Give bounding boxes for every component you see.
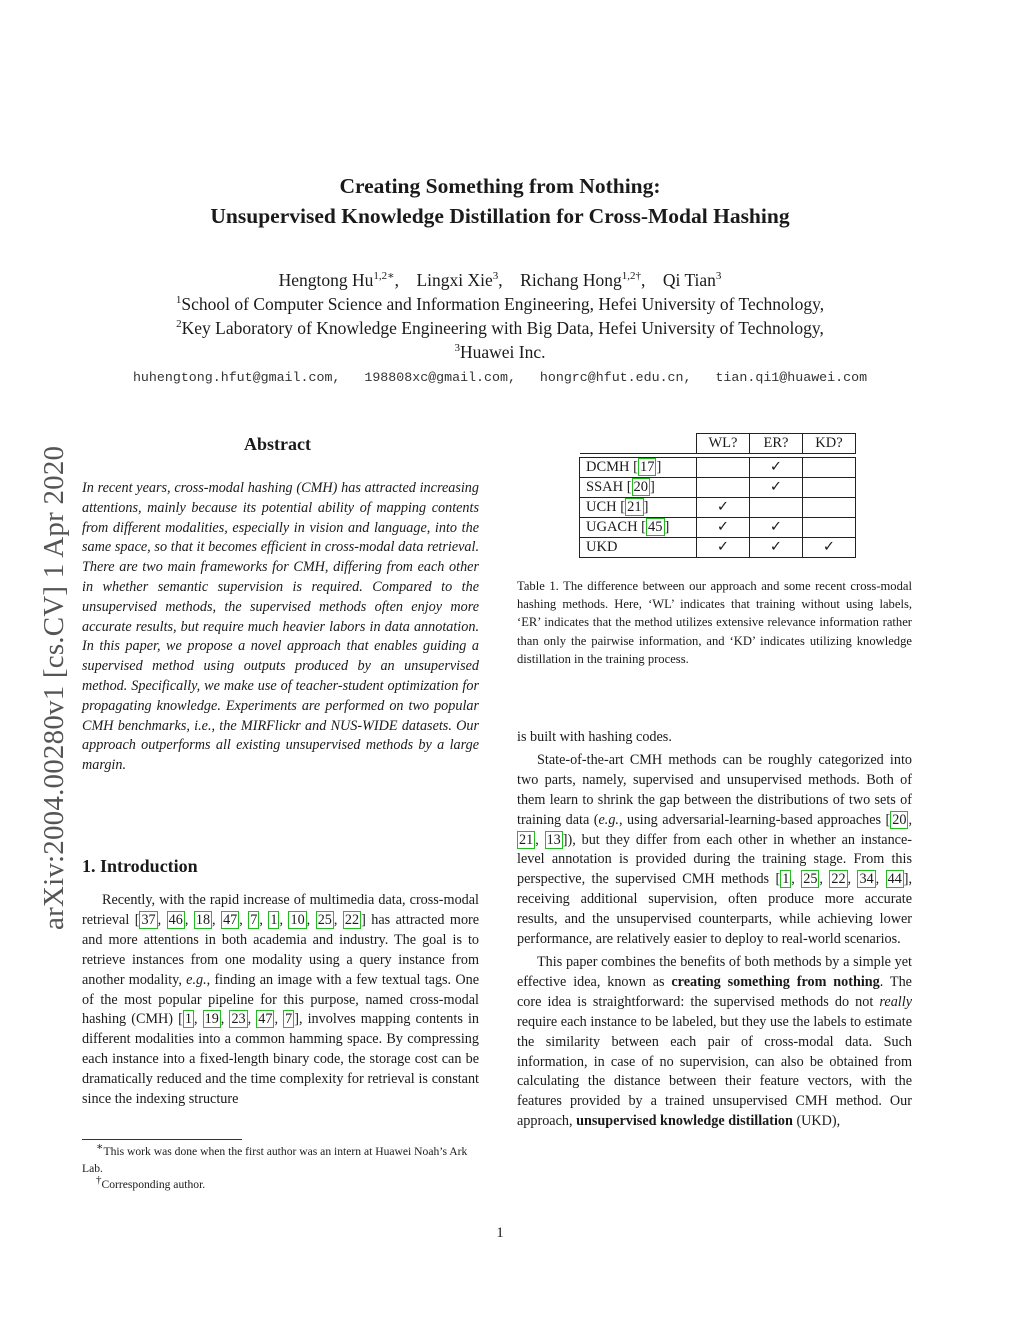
table-row: [580, 538, 856, 558]
emphasis: e.g.: [598, 811, 619, 828]
check-cell-wl: [697, 458, 750, 478]
table-row: [580, 518, 856, 538]
table-row: [580, 458, 856, 478]
method-name-cell: UGACH [ 45 ]: [580, 518, 697, 538]
check-cell-er: ✓: [750, 538, 803, 558]
check-cell-kd: [803, 458, 856, 478]
method-name-cell: DCMH [ 17 ]: [580, 458, 697, 478]
citation-link[interactable]: 47: [223, 911, 238, 928]
author-affiliation-mark: 1,2∗: [373, 270, 395, 283]
affiliation-text: Key Laboratory of Knowledge Engineering with Big Data, Hefei University of Technology,: [181, 318, 824, 338]
affiliation-mark: 1: [175, 294, 182, 307]
abstract-text: In recent years, cross-modal hashing (CMH) has attracted increasing attentions, mainly because its potential ability of mapping contents from different modalities, especially in vision and language, into the same space, so that it becomes efficient in cross-modal data retrieval. There are two main frameworks for CMH, differing from each other in whether semantic supervision is required. Compared to the unsupervised methods, the supervised methods often enjoy more accurate results, but require much heavier labors in data annotation. In this paper, we propose a novel approach that enables guiding a supervised method using outputs produced by an unsupervised method. Specifically, we make use of teacher-student optimization for propagating knowledge. Experiments are performed on two popular CMH benchmarks, i.e., the MIRFlickr and NUS-WIDE datasets. Our approach outperforms all existing unsupervised methods by a large margin.: [82, 480, 479, 774]
body-text: . The core idea is straightforward: the supervised methods do not: [517, 973, 912, 1010]
paper-title-line2: Unsupervised Knowledge Distillation for Cross-Modal Hashing: [210, 204, 790, 228]
footnote-mark: †: [96, 1174, 102, 1187]
method-name: UCH [: [586, 499, 626, 515]
author-affiliation-mark: 3: [492, 270, 499, 283]
method-name: UGACH [: [586, 519, 647, 535]
author-name: Lingxi Xie: [416, 270, 493, 290]
paper-title-line1: Creating Something from Nothing:: [339, 174, 661, 198]
body-text: ]), but they differ from each other in whether an instance-level annotation is provided during the training stage. From this perspective, the supervised CMH methods [: [517, 831, 913, 888]
table-header-kd: KD?: [803, 434, 856, 454]
table-row: [580, 478, 856, 498]
body-text: , using adversarial-learning-based approaches [: [618, 811, 891, 828]
table-header-wl: WL?: [697, 434, 750, 454]
check-cell-wl: ✓: [697, 518, 750, 538]
author-name: Hengtong Hu: [278, 270, 374, 290]
comparison-table: [579, 433, 856, 558]
author-emails: huhengtong.hfut@gmail.com, 198808xc@gmail.com, hongrc@hfut.edu.cn, tian.qi1@huawei.com: [132, 370, 868, 385]
check-cell-er: ✓: [750, 458, 803, 478]
emphasis: really: [879, 993, 912, 1010]
affiliation-text: Huawei Inc.: [459, 342, 546, 362]
method-name: SSAH [: [586, 479, 632, 495]
citation-link[interactable]: 25: [317, 911, 332, 928]
check-cell-er: ✓: [750, 518, 803, 538]
citation-link[interactable]: 7: [250, 911, 258, 928]
citation-link[interactable]: 21: [519, 831, 534, 848]
affiliation-1: [0, 294, 1000, 315]
paragraph-continuation: is built with hashing codes.: [517, 729, 672, 745]
body-text: (UKD),: [792, 1113, 841, 1130]
author-name: Qi Tian: [662, 270, 716, 290]
citation-link[interactable]: 10: [290, 911, 305, 928]
citation-link[interactable]: 1: [184, 1011, 192, 1028]
citation-link[interactable]: 22: [831, 871, 846, 888]
body-text: Recently, with the rapid increase of multimedia data, cross-modal retrieval [: [82, 892, 479, 928]
body-text: ], receiving additional supervision, often produce more accurate results, and the unsupervised counterparts, while achieving lower performance, are relatively easier to deploy to real-world scenarios.: [517, 871, 913, 948]
citation-link[interactable]: 20: [892, 811, 907, 828]
intro-paragraph-1: [82, 891, 479, 1110]
citation-link[interactable]: 45: [648, 519, 663, 535]
check-cell-kd: [803, 478, 856, 498]
citation-link[interactable]: 1: [782, 871, 790, 888]
body-text: ], involves mapping contents in different modalities into a common hamming space. By compressing each instance into a fixed-length binary code, the storage cost can be dramatically reduced and the time complexity for retrieval is constant since the indexing structure: [82, 1011, 479, 1108]
affiliation-mark: 2: [176, 318, 182, 331]
body-text: , finding an image with a few textual tags. One of the most popular pipeline for this purpose, named cross-modal hashing (CMH) [: [82, 971, 479, 1028]
affiliation-mark: 3: [454, 342, 460, 355]
citation-list: 20 , 21 , 13: [519, 811, 912, 848]
citation-link[interactable]: 22: [344, 911, 360, 928]
paragraph-contribution: [517, 953, 912, 1132]
right-column-body: [517, 728, 912, 1132]
footnote-text: Corresponding author.: [101, 1178, 206, 1191]
check-cell-er: ✓: [750, 478, 803, 498]
bold-phrase: creating something from nothing: [671, 973, 880, 990]
citation-link[interactable]: 23: [231, 1011, 246, 1028]
page-number: 1: [496, 1225, 504, 1241]
check-cell-kd: [803, 518, 856, 538]
citation-list: 1 , 19 , 23 , 47 , 7: [184, 1011, 293, 1028]
method-name-cell: UCH [ 21 ]: [580, 498, 697, 518]
citation-list: 1 , 25 , 22 , 34 , 44: [782, 871, 902, 888]
citation-link[interactable]: 13: [546, 831, 561, 848]
table-body: [580, 458, 856, 558]
affiliation-2: [0, 318, 1000, 339]
method-name-cell: [580, 538, 697, 558]
body-text: require each instance to be labeled, but they use the labels to estimate the similarity between each pair of cross-modal data. Such information, in case of no supervision, can also be obtained from calculating the distance between their feature vectors, with the features provided by a trained unsupervised CMH method. Our approach,: [517, 1013, 912, 1130]
table-row: [580, 498, 856, 518]
citation-link[interactable]: 19: [204, 1011, 219, 1028]
affiliation-text: School of Computer Science and Information Engineering, Hefei University of Technology,: [181, 294, 825, 314]
emphasis: e.g.: [186, 971, 207, 988]
body-text: State-of-the-art CMH methods can be roughly categorized into two parts, namely, supervised and unsupervised methods. Both of them learn to shrink the gap between the distributions of two sets of training data (: [517, 751, 912, 828]
paragraph-cmh-methods: [517, 751, 912, 950]
table-header-er: ER?: [750, 434, 803, 454]
citation-link[interactable]: 7: [285, 1011, 293, 1028]
citation-link[interactable]: 37: [141, 911, 156, 928]
check-cell-kd: [803, 498, 856, 518]
citation-link[interactable]: 17: [639, 459, 655, 475]
check-cell-wl: [697, 478, 750, 498]
comparison-table-wrapper: [579, 433, 856, 558]
table-caption: Table 1. The difference between our approach and some recent cross-modal hashing methods. Here, ‘WL’ indicates that training without using labels, ‘ER’ indicates that the method utilizes extensive relevance information rather than only the pairwise information, and ‘KD’ indicates utilizing knowledge distillation in the training process.: [517, 579, 912, 666]
section-heading-introduction: 1. Introduction: [82, 856, 198, 876]
author-list: Hengtong $Hu^{1,2∗}$, Lingxi Xie$^3$, Richang Hong$^{1,2\dagger}$, Qi Tian$^3$: [278, 270, 722, 290]
citation-link[interactable]: 34: [859, 871, 874, 888]
citation-link[interactable]: 1: [270, 911, 278, 928]
citation-link[interactable]: 20: [633, 479, 649, 495]
footnote-intern: [82, 1141, 479, 1177]
check-cell-er: [750, 498, 803, 518]
author-name: Richang Hong: [520, 270, 622, 290]
method-name-cell: SSAH [ 20 ]: [580, 478, 697, 498]
affiliation-3: [0, 342, 1000, 363]
author-affiliation-mark: 3: [715, 270, 722, 283]
citation-link[interactable]: 44: [887, 871, 902, 888]
body-text: ] has attracted more and more attentions in both academia and industry. The goal is to retrieve instances from one modality using a query instance from another modality,: [82, 911, 480, 988]
arxiv-identifier: arXiv:2004.00280v1 [cs.CV] 1 Apr 2020: [38, 445, 70, 930]
author-affiliation-mark: 1,2†: [621, 270, 642, 283]
footnote-rule: [82, 1139, 242, 1140]
method-name: UKD: [586, 539, 618, 555]
abstract-heading: Abstract: [244, 434, 311, 454]
body-text: This paper combines the benefits of both methods by a simple yet effective idea, known as: [517, 953, 912, 990]
check-cell-wl: ✓: [697, 538, 750, 558]
method-name: DCMH [: [586, 459, 638, 475]
check-cell-kd: ✓: [803, 538, 856, 558]
citation-list: 37 , 46 , 18 , 47 , 7 , 1 , 10 , 25 , 22: [141, 911, 360, 928]
citation-link[interactable]: 18: [195, 911, 211, 928]
citation-link[interactable]: 21: [627, 499, 642, 515]
footnote-corresponding: [82, 1174, 479, 1194]
bold-phrase: unsupervised knowledge distillation: [576, 1113, 793, 1130]
check-cell-wl: ✓: [697, 498, 750, 518]
footnote-text: This work was done when the first author was an intern at Huawei Noah’s Ark Lab.: [82, 1145, 468, 1175]
citation-link[interactable]: 46: [168, 911, 183, 928]
table-header-row: [580, 434, 856, 454]
footnote-mark: ∗: [96, 1141, 104, 1154]
citation-link[interactable]: 47: [258, 1011, 273, 1028]
citation-link[interactable]: 25: [803, 871, 818, 888]
